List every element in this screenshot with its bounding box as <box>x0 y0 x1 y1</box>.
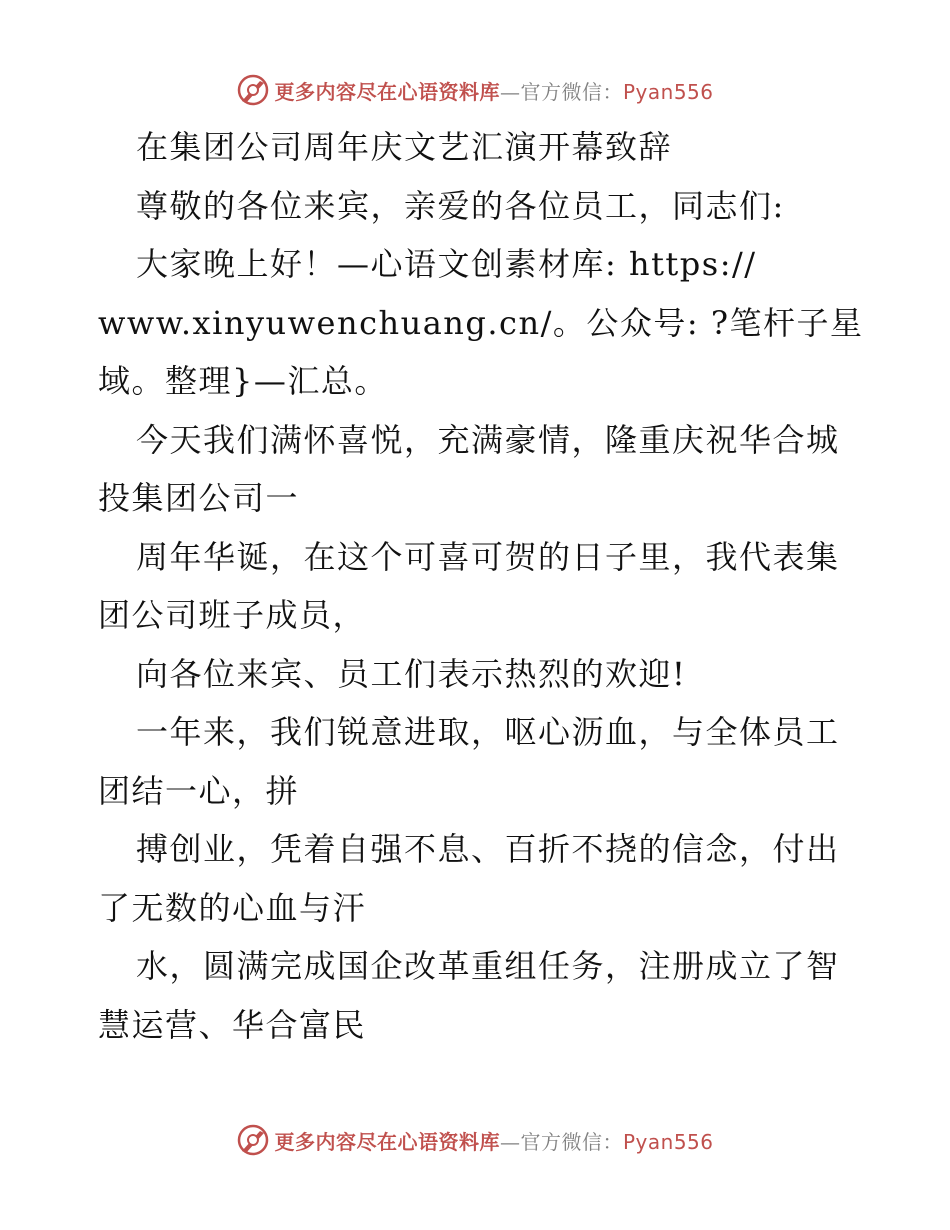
document-line: 今天我们满怀喜悦，充满豪情，隆重庆祝华合城 <box>136 420 840 459</box>
footer-banner <box>0 1120 950 1160</box>
banner-dash: — <box>499 1129 521 1154</box>
document-line: 慧运营、华合富民 <box>98 1005 367 1044</box>
document-line: 大家晚上好！—心语文创素材库: https:// <box>136 245 757 283</box>
banner-wechat-label: 官方微信： <box>520 79 623 104</box>
banner-wechat-label: 官方微信： <box>520 1129 623 1154</box>
banner-brand: 更多内容尽在心语资料库 <box>274 79 500 104</box>
banner-dash: — <box>499 79 521 104</box>
banner-brand: 更多内容尽在心语资料库 <box>274 1129 500 1154</box>
quill-pen-logo-icon <box>236 73 270 107</box>
document-line: www.xinyuwenchuang.cn/。公众号: ?笔杆子星 <box>98 303 864 342</box>
document-salutation: 尊敬的各位来宾，亲爱的各位员工，同志们: <box>136 186 785 225</box>
document-line: 向各位来宾、员工们表示热烈的欢迎! <box>136 654 687 693</box>
document-line: 一年来，我们锐意进取，呕心沥血，与全体员工 <box>136 713 840 751</box>
document-line: 周年华诞，在这个可喜可贺的日子里，我代表集 <box>136 537 840 576</box>
document-line: 水，圆满完成国企改革重组任务，注册成立了智 <box>136 947 840 985</box>
quill-pen-logo-icon <box>236 1123 270 1157</box>
document-title: 在集团公司周年庆文艺汇演开幕致辞 <box>136 128 673 166</box>
document-line: 搏创业，凭着自强不息、百折不挠的信念，付出 <box>136 830 840 868</box>
document-line: 团结一心，拼 <box>98 771 300 810</box>
header-banner <box>0 70 950 110</box>
document-body <box>98 118 864 1054</box>
banner-wechat-id: Pyan556 <box>622 1129 714 1154</box>
document-line: 域。整理}—汇总。 <box>98 362 388 400</box>
document-line: 团公司班子成员， <box>98 596 367 634</box>
banner-wechat-id: Pyan556 <box>622 79 714 104</box>
banner-text <box>274 1126 713 1155</box>
document-line: 了无数的心血与汗 <box>98 888 367 927</box>
banner-text <box>274 76 713 105</box>
document-line: 投集团公司一 <box>98 479 300 517</box>
